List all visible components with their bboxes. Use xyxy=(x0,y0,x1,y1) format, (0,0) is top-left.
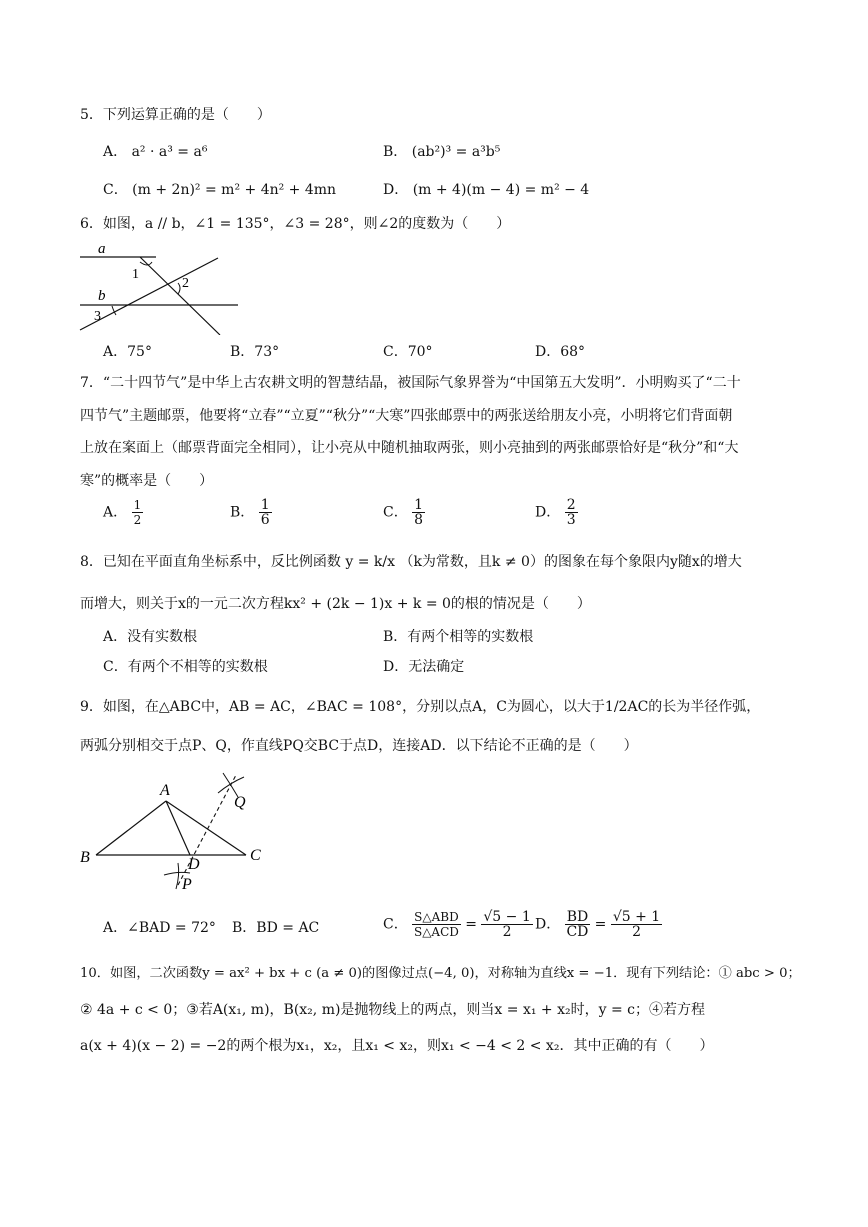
q7-line-4: 寒”的概率是（ ） xyxy=(80,473,214,489)
label-P: P xyxy=(182,876,192,893)
option-label: D． xyxy=(383,182,409,198)
option-label: B． xyxy=(230,504,255,521)
option-text: 没有实数根 xyxy=(127,629,198,645)
option-label: A． xyxy=(103,144,128,160)
label-D: D xyxy=(188,856,200,873)
denominator: 6 xyxy=(260,512,270,528)
denominator: 2 xyxy=(502,924,512,940)
option-label: D． xyxy=(535,504,561,521)
label-B: B xyxy=(80,849,90,866)
label-b: b xyxy=(98,288,106,304)
numerator: BD xyxy=(566,909,589,925)
equals: = xyxy=(594,916,607,933)
label-A: A xyxy=(160,782,170,799)
fraction xyxy=(259,498,272,527)
option-label: D． xyxy=(383,659,409,675)
q8-option-c xyxy=(103,657,268,677)
q7-option-a xyxy=(103,498,143,527)
numerator: 1 xyxy=(133,498,142,512)
numerator: 1 xyxy=(414,497,424,513)
option-label: C． xyxy=(383,916,408,933)
angle-2-arc xyxy=(178,283,180,294)
denominator: 2 xyxy=(632,924,641,940)
q8-option-a xyxy=(103,627,197,647)
label-2: 2 xyxy=(182,276,189,291)
option-label: C． xyxy=(103,659,128,675)
q5-option-c xyxy=(103,180,336,200)
q6-option-b xyxy=(230,342,279,362)
label-3: 3 xyxy=(94,309,101,324)
q8-text-a: 8．已知在平面直角坐标系中，反比例函数 xyxy=(80,554,341,570)
q9-option-a xyxy=(103,918,216,938)
q7-line-2: 四节气”主题邮票，他要将“立春”“立夏”“秋分”“大寒”四张邮票中的两张送给朋友小亮，小明将它们背面朝 xyxy=(80,408,733,424)
q10-line-3: a(x + 4)(x − 2) = −2的两个根为x₁，x₂，且x₁ < x₂，则x₁ < −4 < 2 < x₂．其中正确的有（ ） xyxy=(80,1038,714,1054)
option-text: BD = AC xyxy=(256,920,320,936)
option-text: 70° xyxy=(407,344,433,360)
option-text: 68° xyxy=(560,344,586,360)
line-pq xyxy=(178,775,236,885)
option-text: 73° xyxy=(254,344,280,360)
q8-option-b xyxy=(383,627,533,647)
q8-line-2: 而增大，则关于x的一元二次方程kx² + (2k − 1)x + k = 0的根的情况是（ ） xyxy=(80,596,591,612)
fraction-rhs xyxy=(611,910,662,939)
arc-p-1 xyxy=(164,872,190,875)
fraction xyxy=(132,498,144,527)
option-text: 有两个相等的实数根 xyxy=(407,629,534,645)
option-expr: (m + 2n)² = m² + 4n² + 4mn xyxy=(132,182,337,198)
side-ab xyxy=(96,801,166,855)
q5-option-d xyxy=(383,180,589,200)
q7-option-c xyxy=(383,498,425,527)
q7-option-d xyxy=(535,498,578,527)
q9-text-a: 9．如图，在△ABC中，AB = AC，∠BAC = 108°，分别以点A，C为圆心，以大于 xyxy=(80,699,605,715)
fraction-area-ratio xyxy=(412,910,461,939)
q10-line-1: 10．如图，二次函数y = ax² + bx + c (a ≠ 0)的图像过点(−4, 0)，对称轴为直线x = −1．现有下列结论：① abc > 0； xyxy=(80,966,801,981)
option-label: A． xyxy=(103,504,128,521)
q9-option-d xyxy=(535,910,662,939)
q9-figure xyxy=(78,765,278,895)
option-label: A． xyxy=(103,920,128,936)
q9-fraction: 1/2 xyxy=(604,699,628,715)
denominator: 2 xyxy=(133,513,142,527)
q6-option-c xyxy=(383,342,433,362)
q9-option-b xyxy=(232,918,319,938)
option-label: A． xyxy=(103,629,128,645)
option-label: C． xyxy=(383,344,408,360)
option-text: 无法确定 xyxy=(408,659,465,675)
option-text: 75° xyxy=(127,344,152,360)
fraction xyxy=(412,498,425,527)
equals: = xyxy=(465,916,477,933)
denominator: CD xyxy=(566,924,589,940)
fraction-rhs xyxy=(481,910,532,939)
denominator: 3 xyxy=(566,512,576,528)
q9-line-2: 两弧分别相交于点P、Q，作直线PQ交BC于点D，连接AD．以下结论不正确的是（ ） xyxy=(80,738,638,754)
q9-option-c xyxy=(383,910,533,939)
transversal-1 xyxy=(140,257,220,335)
fraction xyxy=(565,498,578,527)
option-expr: (m + 4)(m − 4) = m² − 4 xyxy=(412,182,590,198)
fraction-ratio xyxy=(565,910,591,939)
option-expr: a² · a³ = a⁶ xyxy=(131,144,208,160)
numerator: S△ABD xyxy=(414,910,459,924)
label-Q: Q xyxy=(234,794,246,811)
q5-option-a xyxy=(103,142,207,162)
q5-stem: 5．下列运算正确的是（ ） xyxy=(80,107,271,123)
q8-option-d xyxy=(383,657,464,677)
option-label: D． xyxy=(535,916,561,933)
q5-option-b xyxy=(383,142,500,162)
denominator: 8 xyxy=(414,512,424,528)
q10-line-2: ② 4a + c < 0；③若A(x₁, m)，B(x₂, m)是抛物线上的两点，则当x = x₁ + x₂时，y = c；④若方程 xyxy=(80,1002,705,1018)
q7-line-1: 7．“二十四节气”是中华上古农耕文明的智慧结晶，被国际气象界誉为“中国第五大发明”．小明购买了“二十 xyxy=(80,375,741,391)
q6-stem: 6．如图，a // b，∠1 = 135°，∠3 = 28°，则∠2的度数为（ ） xyxy=(80,216,511,232)
option-label: B． xyxy=(230,344,255,360)
option-label: B． xyxy=(383,629,408,645)
option-label: C． xyxy=(103,182,128,198)
option-label: D． xyxy=(535,344,561,360)
option-label: A． xyxy=(103,344,128,360)
q8-text-b: （k为常数，且k ≠ 0）的图象在每个象限内y随x的增大 xyxy=(399,554,742,570)
q9-text-b: AC的长为半径作弧， xyxy=(627,699,761,715)
q8-line-1 xyxy=(80,552,742,572)
q6-option-d xyxy=(535,342,585,362)
q7-line-3: 上放在案面上（邮票背面完全相同），让小亮从中随机抽取两张，则小亮抽到的两张邮票恰好是“秋分”和“大 xyxy=(80,440,739,456)
q9-line-1 xyxy=(80,697,760,717)
option-text: 有两个不相等的实数根 xyxy=(127,659,268,675)
numerator: 1 xyxy=(260,497,270,513)
q6-option-a xyxy=(103,342,152,362)
denominator: S△ACD xyxy=(413,925,459,939)
option-text: ∠BAD = 72° xyxy=(127,920,216,936)
option-label: B． xyxy=(383,144,408,160)
q6-figure xyxy=(78,240,248,335)
numerator: 2 xyxy=(566,497,576,513)
numerator: √5 + 1 xyxy=(612,909,661,925)
option-label: B． xyxy=(232,920,257,936)
option-expr: (ab²)³ = a³b⁵ xyxy=(411,144,501,160)
label-1: 1 xyxy=(132,267,139,282)
label-a: a xyxy=(98,241,106,257)
label-C: C xyxy=(250,847,261,864)
option-label: C． xyxy=(383,504,408,521)
q7-option-b xyxy=(230,498,272,527)
q8-function: y = k/x xyxy=(345,554,395,570)
numerator: √5 − 1 xyxy=(483,909,531,925)
